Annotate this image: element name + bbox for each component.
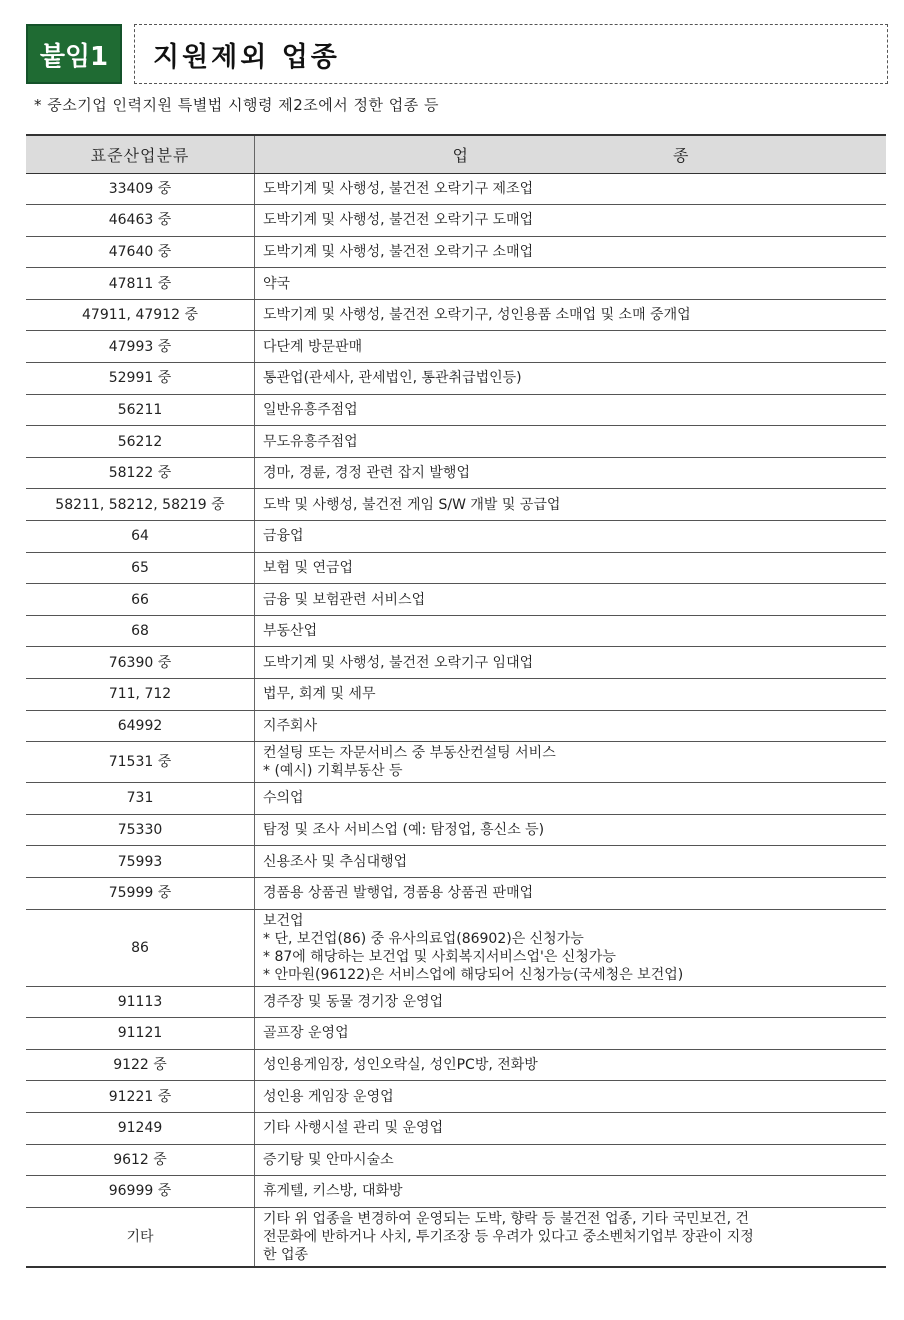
industry-description-cell — [255, 647, 887, 679]
industry-code-cell: 91121 — [26, 1018, 255, 1050]
industry-description-cell — [255, 846, 887, 878]
industry-code-cell: 56212 — [26, 426, 255, 458]
description-line: 도박기계 및 사행성, 불건전 오락기구, 성인용품 소매업 및 소매 중개업 — [263, 307, 691, 324]
table-row — [26, 710, 886, 742]
table-row — [26, 489, 886, 521]
industry-description-cell — [255, 1081, 887, 1113]
description-line: 금융업 — [263, 528, 304, 545]
industry-code-cell: 46463 중 — [26, 205, 255, 237]
industry-description-cell — [255, 1018, 887, 1050]
industry-code-cell: 52991 중 — [26, 363, 255, 395]
industry-code-cell: 86 — [26, 909, 255, 986]
table-row — [26, 584, 886, 616]
description-line: 성인용 게임장 운영업 — [263, 1088, 394, 1105]
table-row — [26, 205, 886, 237]
description-line: 경주장 및 동물 경기장 운영업 — [263, 993, 444, 1010]
description-line: 도박기계 및 사행성, 불건전 오락기구 도매업 — [263, 212, 534, 229]
industry-code-cell: 64 — [26, 521, 255, 553]
industry-description-cell — [255, 1112, 887, 1144]
industry-description-cell — [255, 1207, 887, 1267]
page-title: 지원제외 업종 — [134, 24, 888, 84]
description-line: 무도유흥주점업 — [263, 433, 358, 450]
industry-description-cell — [255, 679, 887, 711]
description-line: 경품용 상품권 발행업, 경품용 상품권 판매업 — [263, 885, 534, 902]
table-row — [26, 1112, 886, 1144]
table-row — [26, 236, 886, 268]
description-line: 약국 — [263, 275, 291, 292]
table-row — [26, 615, 886, 647]
description-line: 보건업 — [263, 912, 304, 929]
industry-description-cell — [255, 877, 887, 909]
description-line: 증기탕 및 안마시술소 — [263, 1151, 394, 1168]
table-row — [26, 814, 886, 846]
description-line: 금융 및 보험관련 서비스업 — [263, 591, 426, 608]
industry-code-cell: 56211 — [26, 394, 255, 426]
description-line: 수의업 — [263, 790, 304, 807]
description-line: 휴게텔, 키스방, 대화방 — [263, 1183, 403, 1200]
description-line: 신용조사 및 추심대행업 — [263, 853, 408, 870]
table-row — [26, 877, 886, 909]
industry-code-cell: 91249 — [26, 1112, 255, 1144]
table-row — [26, 1018, 886, 1050]
table-row — [26, 299, 886, 331]
description-line: 전문화에 반하거나 사치, 투기조장 등 우려가 있다고 중소벤처기업부 장관이 지정 — [263, 1228, 754, 1245]
table-row — [26, 394, 886, 426]
table-row — [26, 1049, 886, 1081]
industry-description-cell — [255, 1176, 887, 1208]
industry-code-cell: 76390 중 — [26, 647, 255, 679]
industry-code-cell: 47640 중 — [26, 236, 255, 268]
industry-code-cell: 47811 중 — [26, 268, 255, 300]
description-line: 법무, 회계 및 세무 — [263, 686, 376, 703]
table-row — [26, 1144, 886, 1176]
industry-code-cell: 58122 중 — [26, 457, 255, 489]
description-line: * 87에 해당하는 보건업 및 사회복지서비스업'은 신청가능 — [263, 948, 616, 965]
industry-code-cell: 47993 중 — [26, 331, 255, 363]
industry-description-cell — [255, 457, 887, 489]
description-line: 컨설팅 또는 자문서비스 중 부동산컨설팅 서비스 — [263, 745, 556, 762]
industry-code-cell: 58211, 58212, 58219 중 — [26, 489, 255, 521]
table-row — [26, 1176, 886, 1208]
table-row — [26, 426, 886, 458]
industry-code-cell: 기타 — [26, 1207, 255, 1267]
table-row — [26, 457, 886, 489]
industry-description-cell — [255, 1144, 887, 1176]
industry-code-cell: 47911, 47912 중 — [26, 299, 255, 331]
description-line: 보험 및 연금업 — [263, 559, 354, 576]
table-row — [26, 521, 886, 553]
description-line: 도박기계 및 사행성, 불건전 오락기구 소매업 — [263, 243, 534, 260]
industry-code-cell: 9612 중 — [26, 1144, 255, 1176]
column-header-industry: 업 종 — [255, 135, 887, 173]
table-row — [26, 679, 886, 711]
industry-code-cell: 75999 중 — [26, 877, 255, 909]
table-row — [26, 647, 886, 679]
industry-code-cell: 66 — [26, 584, 255, 616]
table-row — [26, 783, 886, 815]
table-row — [26, 742, 886, 783]
description-line: 기타 위 업종을 변경하여 운영되는 도박, 향락 등 불건전 업종, 기타 국민보건, 건 — [263, 1210, 749, 1227]
industry-description-cell — [255, 615, 887, 647]
industry-description-cell — [255, 363, 887, 395]
table-row — [26, 173, 886, 205]
industry-description-cell — [255, 742, 887, 783]
industry-description-cell — [255, 205, 887, 237]
industry-code-cell: 731 — [26, 783, 255, 815]
description-line: 지주회사 — [263, 717, 318, 734]
description-line: * 안마원(96122)은 서비스업에 해당되어 신청가능(국세청은 보건업) — [263, 966, 684, 983]
description-line: 통관업(관세사, 관세법인, 통관취급법인등) — [263, 370, 522, 387]
description-line: 탐정 및 조사 서비스업 (예: 탐정업, 흥신소 등) — [263, 822, 545, 839]
industry-description-cell — [255, 1049, 887, 1081]
industry-code-cell: 91113 — [26, 986, 255, 1018]
table-row — [26, 909, 886, 986]
column-header-code: 표준산업분류 — [26, 135, 255, 173]
industry-code-cell: 9122 중 — [26, 1049, 255, 1081]
industry-description-cell — [255, 394, 887, 426]
description-line: 부동산업 — [263, 623, 318, 640]
industry-code-cell: 71531 중 — [26, 742, 255, 783]
excluded-industries-table — [26, 134, 886, 1268]
table-row — [26, 331, 886, 363]
description-line: 성인용게임장, 성인오락실, 성인PC방, 전화방 — [263, 1057, 538, 1074]
table-row — [26, 552, 886, 584]
industry-code-cell: 75993 — [26, 846, 255, 878]
description-line: 도박기계 및 사행성, 불건전 오락기구 임대업 — [263, 654, 534, 671]
industry-code-cell: 68 — [26, 615, 255, 647]
industry-description-cell — [255, 783, 887, 815]
industry-code-cell: 64992 — [26, 710, 255, 742]
table-row — [26, 268, 886, 300]
table-row — [26, 363, 886, 395]
description-line: 일반유흥주점업 — [263, 401, 358, 418]
table-row — [26, 846, 886, 878]
document-header — [26, 24, 888, 84]
description-line: 골프장 운영업 — [263, 1025, 349, 1042]
table-body — [26, 173, 886, 1267]
description-line: 한 업종 — [263, 1246, 309, 1263]
industry-code-cell: 96999 중 — [26, 1176, 255, 1208]
industry-description-cell — [255, 521, 887, 553]
description-line: 기타 사행시설 관리 및 운영업 — [263, 1120, 444, 1137]
industry-description-cell — [255, 552, 887, 584]
industry-description-cell — [255, 173, 887, 205]
industry-description-cell — [255, 331, 887, 363]
table-row — [26, 1081, 886, 1113]
industry-code-cell: 65 — [26, 552, 255, 584]
description-line: * (예시) 기획부동산 등 — [263, 763, 403, 780]
industry-code-cell: 33409 중 — [26, 173, 255, 205]
industry-description-cell — [255, 299, 887, 331]
industry-code-cell: 91221 중 — [26, 1081, 255, 1113]
industry-description-cell — [255, 584, 887, 616]
industry-description-cell — [255, 236, 887, 268]
description-line: 경마, 경륜, 경정 관련 잡지 발행업 — [263, 465, 470, 482]
industry-description-cell — [255, 489, 887, 521]
industry-code-cell: 75330 — [26, 814, 255, 846]
industry-description-cell — [255, 710, 887, 742]
industry-description-cell — [255, 426, 887, 458]
industry-code-cell: 711, 712 — [26, 679, 255, 711]
table-header-row — [26, 135, 886, 173]
industry-description-cell — [255, 814, 887, 846]
subtitle-note: * 중소기업 인력지원 특별법 시행령 제2조에서 정한 업종 등 — [34, 96, 439, 114]
attachment-badge: 붙임1 — [26, 24, 122, 84]
industry-description-cell — [255, 909, 887, 986]
table-row — [26, 986, 886, 1018]
description-line: * 단, 보건업(86) 중 유사의료업(86902)은 신청가능 — [263, 930, 584, 947]
description-line: 도박기계 및 사행성, 불건전 오락기구 제조업 — [263, 180, 534, 197]
table-row — [26, 1207, 886, 1267]
industry-description-cell — [255, 268, 887, 300]
description-line: 도박 및 사행성, 불건전 게임 S/W 개발 및 공급업 — [263, 496, 561, 513]
description-line: 다단계 방문판매 — [263, 338, 363, 355]
industry-description-cell — [255, 986, 887, 1018]
